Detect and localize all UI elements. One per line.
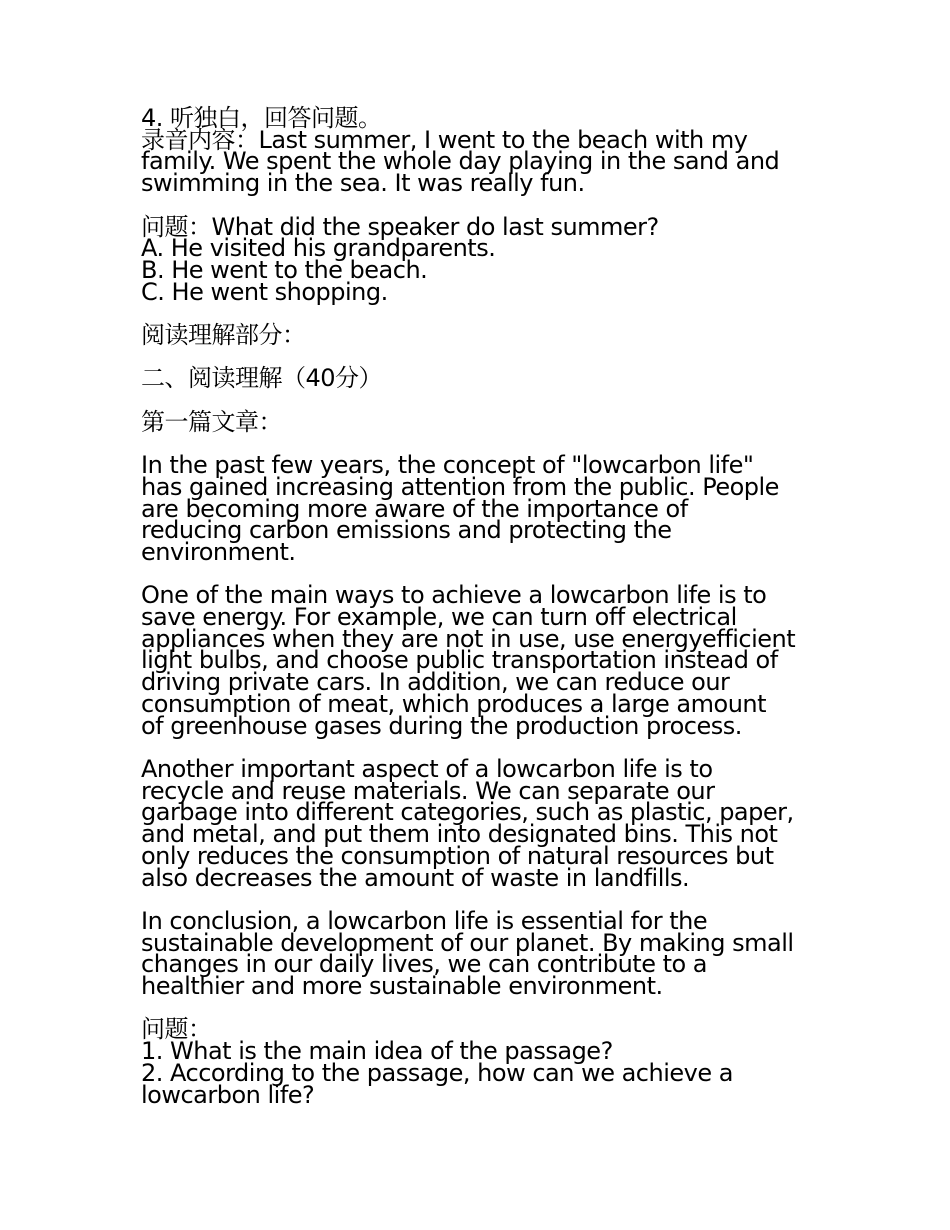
paragraph-line: One of the main ways to achieve a lowcarbon life is to (141, 581, 767, 610)
article-paragraph-3 (141, 754, 821, 892)
paragraph-line: are becoming more aware of the importance of (141, 494, 688, 523)
paragraph-line: also decreases the amount of waste in landfills. (141, 863, 690, 892)
transcript-line: swimming in the sea. It was really fun. (141, 169, 585, 198)
transcript-line: family. We spent the whole day playing in the sand and (141, 147, 780, 176)
question-item: lowcarbon life? (141, 1080, 315, 1109)
paragraph-line: driving private cars. In addition, we can reduce our (141, 668, 730, 697)
section-title-text: 二、阅读理解（40分） (141, 364, 383, 393)
paragraph-line: has gained increasing attention from the public. People (141, 472, 779, 501)
question-item: 1. What is the main idea of the passage? (141, 1037, 613, 1066)
question-item: 2. According to the passage, how can we achieve a (141, 1058, 733, 1087)
article-label (141, 407, 821, 436)
paragraph-line: only reduces the consumption of natural resources but (141, 841, 774, 870)
document-page (141, 104, 821, 1128)
paragraph-line: sustainable development of our planet. By making small (141, 928, 794, 957)
paragraph-line: reducing carbon emissions and protecting the (141, 516, 672, 545)
paragraph-line: consumption of meat, which produces a large amount (141, 689, 767, 718)
question-heading: 4. 听独白，回答问题。 (141, 104, 382, 132)
option-a: A. He visited his grandparents. (141, 234, 496, 263)
article-paragraph-4 (141, 906, 821, 1000)
article-label-text: 第一篇文章： (141, 407, 282, 436)
question-text: 问题：What did the speaker do last summer? (141, 212, 659, 241)
article-paragraph-2 (141, 581, 821, 740)
paragraph-line: In the past few years, the concept of "lowcarbon life" (141, 451, 754, 480)
transcript-line: 录音内容：Last summer, I went to the beach with my (141, 125, 748, 154)
paragraph-line: and metal, and put them into designated bins. This not (141, 820, 778, 849)
paragraph-line: of greenhouse gases during the production process. (141, 711, 742, 740)
option-c: C. He went shopping. (141, 277, 388, 306)
listening-question-4 (141, 104, 821, 198)
paragraph-line: healthier and more sustainable environment. (141, 972, 663, 1000)
paragraph-line: recycle and reuse materials. We can separate our (141, 776, 715, 805)
paragraph-line: Another important aspect of a lowcarbon life is to (141, 754, 713, 783)
paragraph-line: environment. (141, 537, 296, 566)
option-b: B. He went to the beach. (141, 255, 428, 284)
paragraph-line: light bulbs, and choose public transportation instead of (141, 646, 778, 675)
paragraph-line: garbage into different categories, such as plastic, paper, (141, 798, 794, 827)
paragraph-line: appliances when they are not in use, use energyefficient (141, 624, 796, 653)
reading-part-label-text: 阅读理解部分： (141, 321, 306, 349)
paragraph-line: In conclusion, a lowcarbon life is essential for the (141, 906, 708, 935)
article-paragraph-1 (141, 451, 821, 566)
listening-question-options (141, 212, 821, 306)
reading-questions (141, 1015, 821, 1109)
reading-part-label (141, 321, 821, 349)
section-title (141, 364, 821, 393)
paragraph-line: changes in our daily lives, we can contribute to a (141, 950, 708, 979)
paragraph-line: save energy. For example, we can turn off electrical (141, 603, 737, 632)
questions-label: 问题： (141, 1015, 212, 1044)
